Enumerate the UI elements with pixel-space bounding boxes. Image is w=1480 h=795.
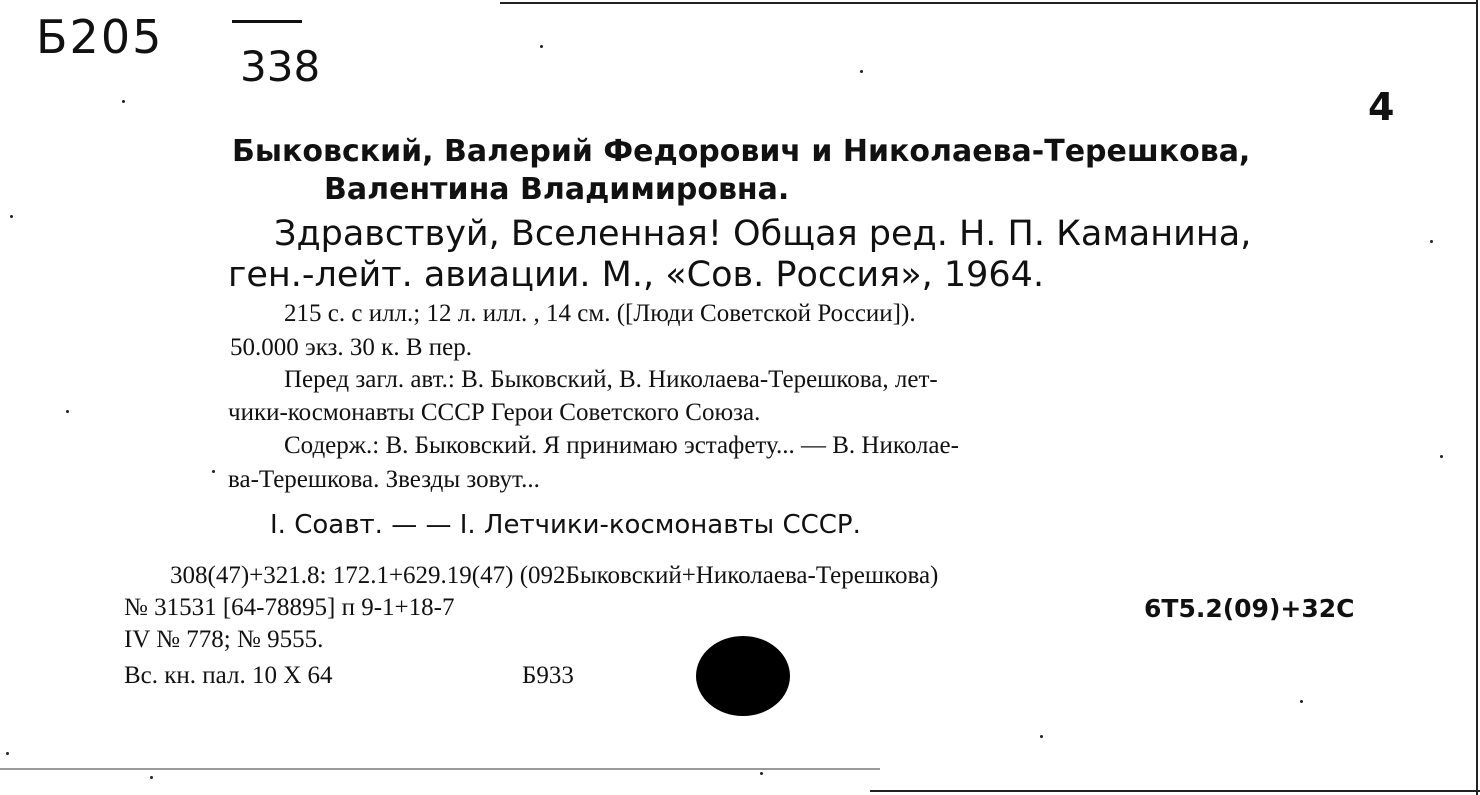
printing-line: Вс. кн. пал. 10 X 64: [124, 662, 333, 689]
description-line1: 215 с. с илл.; 12 л. илл. , 14 см. ([Люди Советской России]).: [284, 300, 916, 327]
speck: [1040, 735, 1043, 738]
card-punch-hole: [696, 636, 790, 716]
speck: [1440, 455, 1443, 458]
card-number: 4: [1368, 85, 1395, 129]
title-line2: ген.-лейт. авиации. М., «Сов. Россия», 1964.: [228, 255, 1045, 295]
author-heading-line2: Валентина Владимировна.: [324, 172, 790, 207]
speck: [6, 752, 9, 755]
shelfmark-divider: [232, 20, 302, 23]
speck: [212, 470, 215, 473]
card-border-bottom: [870, 790, 1480, 792]
speck: [66, 410, 69, 413]
author-heading-line1: Быковский, Валерий Федорович и Николаева-Терешкова,: [232, 134, 1251, 169]
speck: [760, 772, 763, 775]
contents-line2: ва-Терешкова. Звезды зовут...: [228, 466, 540, 493]
card-border-right: [1476, 0, 1478, 795]
shelfmark-left: Б205: [36, 10, 164, 64]
udc-line: 308(47)+321.8: 172.1+629.19(47) (092Быковский+Николаева-Терешкова): [170, 562, 939, 589]
tracing-line: I. Соавт. — — I. Летчики-космонавты СССР.: [270, 510, 861, 540]
card-border-bottom-faint: [0, 768, 880, 770]
shelfmark-right: 338: [240, 42, 321, 91]
contents-line1: Содерж.: В. Быковский. Я принимаю эстафету... — В. Николае-: [284, 432, 959, 459]
speck: [860, 70, 863, 73]
speck: [1300, 700, 1303, 703]
card-border-top: [500, 2, 1476, 4]
speck: [122, 100, 125, 103]
speck: [540, 45, 543, 48]
title-line1: Здравствуй, Вселенная! Общая ред. Н. П. Каманина,: [274, 214, 1252, 254]
note-line1: Перед загл. авт.: В. Быковский, В. Николаева-Терешкова, лет-: [284, 366, 938, 393]
bbk-code: 6Т5.2(09)+32С: [1144, 594, 1355, 623]
speck: [10, 215, 13, 218]
speck: [1430, 240, 1433, 243]
speck: [150, 776, 153, 779]
number-line: № 31531 [64-78895] п 9-1+18-7: [124, 594, 455, 621]
description-line2: 50.000 экз. 30 к. В пер.: [230, 334, 472, 361]
printing-code: Б933: [522, 662, 574, 689]
iv-line: IV № 778; № 9555.: [124, 626, 324, 653]
note-line2: чики-космонавты СССР Герои Советского Союза.: [228, 399, 761, 426]
